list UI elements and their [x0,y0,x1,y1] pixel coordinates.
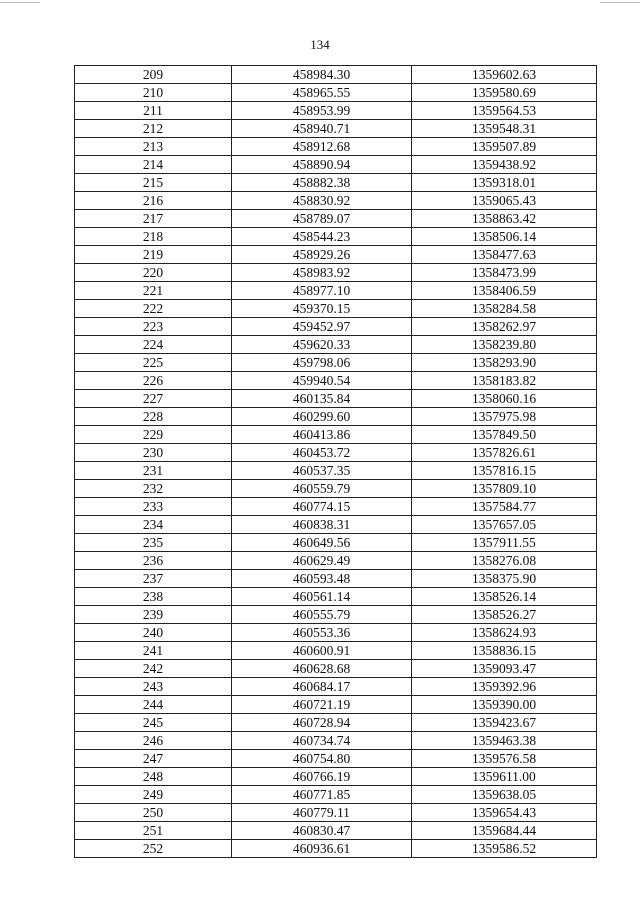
point-number-cell: 221 [75,282,232,300]
x-coordinate-cell: 460936.61 [232,840,412,858]
x-coordinate-cell: 460135.84 [232,390,412,408]
y-coordinate-cell: 1357849.50 [412,426,597,444]
point-number-cell: 227 [75,390,232,408]
x-coordinate-cell: 458953.99 [232,102,412,120]
point-number-cell: 217 [75,210,232,228]
table-row [75,786,597,804]
y-coordinate-cell: 1357975.98 [412,408,597,426]
table-row [75,138,597,156]
point-number-cell: 222 [75,300,232,318]
table-row [75,408,597,426]
y-coordinate-cell: 1358262.97 [412,318,597,336]
table-row [75,642,597,660]
point-number-cell: 238 [75,588,232,606]
table-row [75,624,597,642]
y-coordinate-cell: 1357826.61 [412,444,597,462]
x-coordinate-cell: 460628.68 [232,660,412,678]
point-number-cell: 229 [75,426,232,444]
y-coordinate-cell: 1359392.96 [412,678,597,696]
page-number: 134 [310,37,330,52]
point-number-cell: 219 [75,246,232,264]
x-coordinate-cell: 459620.33 [232,336,412,354]
x-coordinate-cell: 460766.19 [232,768,412,786]
point-number-cell: 246 [75,732,232,750]
table-row [75,696,597,714]
point-number-cell: 214 [75,156,232,174]
y-coordinate-cell: 1358060.16 [412,390,597,408]
y-coordinate-cell: 1358276.08 [412,552,597,570]
point-number-cell: 226 [75,372,232,390]
point-number-cell: 213 [75,138,232,156]
x-coordinate-cell: 460830.47 [232,822,412,840]
point-number-cell: 251 [75,822,232,840]
point-number-cell: 241 [75,642,232,660]
point-number-cell: 245 [75,714,232,732]
point-number-cell: 211 [75,102,232,120]
point-number-cell: 228 [75,408,232,426]
y-coordinate-cell: 1359654.43 [412,804,597,822]
x-coordinate-cell: 460600.91 [232,642,412,660]
y-coordinate-cell: 1358624.93 [412,624,597,642]
x-coordinate-cell: 458912.68 [232,138,412,156]
point-number-cell: 230 [75,444,232,462]
table-row [75,84,597,102]
y-coordinate-cell: 1357657.05 [412,516,597,534]
scan-edge-mark [0,2,40,3]
x-coordinate-cell: 460413.86 [232,426,412,444]
point-number-cell: 210 [75,84,232,102]
table-row [75,714,597,732]
point-number-cell: 231 [75,462,232,480]
table-row [75,174,597,192]
point-number-cell: 236 [75,552,232,570]
point-number-cell: 244 [75,696,232,714]
table-row [75,246,597,264]
y-coordinate-cell: 1359564.53 [412,102,597,120]
table-row [75,516,597,534]
point-number-cell: 240 [75,624,232,642]
table-row [75,372,597,390]
y-coordinate-cell: 1358183.82 [412,372,597,390]
y-coordinate-cell: 1359580.69 [412,84,597,102]
point-number-cell: 212 [75,120,232,138]
x-coordinate-cell: 460453.72 [232,444,412,462]
table-row [75,102,597,120]
table-row [75,678,597,696]
y-coordinate-cell: 1357809.10 [412,480,597,498]
coordinate-table [74,65,597,858]
point-number-cell: 232 [75,480,232,498]
table-row [75,120,597,138]
x-coordinate-cell: 459940.54 [232,372,412,390]
x-coordinate-cell: 460593.48 [232,570,412,588]
x-coordinate-cell: 458890.94 [232,156,412,174]
point-number-cell: 234 [75,516,232,534]
x-coordinate-cell: 460838.31 [232,516,412,534]
table-row [75,768,597,786]
y-coordinate-cell: 1358239.80 [412,336,597,354]
y-coordinate-cell: 1359638.05 [412,786,597,804]
table-row [75,66,597,84]
table-row [75,822,597,840]
point-number-cell: 220 [75,264,232,282]
x-coordinate-cell: 460299.60 [232,408,412,426]
x-coordinate-cell: 458830.92 [232,192,412,210]
table-row [75,228,597,246]
x-coordinate-cell: 460537.35 [232,462,412,480]
point-number-cell: 243 [75,678,232,696]
y-coordinate-cell: 1358477.63 [412,246,597,264]
table-row [75,264,597,282]
x-coordinate-cell: 459798.06 [232,354,412,372]
point-number-cell: 225 [75,354,232,372]
table-row [75,426,597,444]
y-coordinate-cell: 1358526.14 [412,588,597,606]
x-coordinate-cell: 460728.94 [232,714,412,732]
point-number-cell: 239 [75,606,232,624]
y-coordinate-cell: 1359093.47 [412,660,597,678]
x-coordinate-cell: 458983.92 [232,264,412,282]
x-coordinate-cell: 460559.79 [232,480,412,498]
x-coordinate-cell: 460561.14 [232,588,412,606]
y-coordinate-cell: 1357911.55 [412,534,597,552]
table-row [75,750,597,768]
x-coordinate-cell: 458940.71 [232,120,412,138]
point-number-cell: 237 [75,570,232,588]
table-row [75,444,597,462]
point-number-cell: 223 [75,318,232,336]
y-coordinate-cell: 1359602.63 [412,66,597,84]
point-number-cell: 235 [75,534,232,552]
x-coordinate-cell: 460553.36 [232,624,412,642]
x-coordinate-cell: 459370.15 [232,300,412,318]
table-row [75,498,597,516]
x-coordinate-cell: 460754.80 [232,750,412,768]
x-coordinate-cell: 460684.17 [232,678,412,696]
y-coordinate-cell: 1358836.15 [412,642,597,660]
y-coordinate-cell: 1359318.01 [412,174,597,192]
x-coordinate-cell: 458544.23 [232,228,412,246]
y-coordinate-cell: 1359438.92 [412,156,597,174]
y-coordinate-cell: 1359065.43 [412,192,597,210]
x-coordinate-cell: 458984.30 [232,66,412,84]
y-coordinate-cell: 1357816.15 [412,462,597,480]
x-coordinate-cell: 460771.85 [232,786,412,804]
x-coordinate-cell: 458789.07 [232,210,412,228]
x-coordinate-cell: 460629.49 [232,552,412,570]
table-row [75,606,597,624]
table-row [75,156,597,174]
point-number-cell: 248 [75,768,232,786]
table-row [75,210,597,228]
table-row [75,570,597,588]
y-coordinate-cell: 1359611.00 [412,768,597,786]
y-coordinate-cell: 1359684.44 [412,822,597,840]
table-row [75,804,597,822]
y-coordinate-cell: 1359507.89 [412,138,597,156]
table-row [75,282,597,300]
x-coordinate-cell: 460734.74 [232,732,412,750]
table-row [75,480,597,498]
x-coordinate-cell: 460721.19 [232,696,412,714]
table-row [75,660,597,678]
y-coordinate-cell: 1359586.52 [412,840,597,858]
x-coordinate-cell: 459452.97 [232,318,412,336]
point-number-cell: 216 [75,192,232,210]
scan-edge-mark [600,2,640,3]
point-number-cell: 233 [75,498,232,516]
coordinate-table-body [75,66,597,858]
x-coordinate-cell: 458929.26 [232,246,412,264]
y-coordinate-cell: 1359463.38 [412,732,597,750]
point-number-cell: 209 [75,66,232,84]
table-row [75,588,597,606]
table-row [75,552,597,570]
point-number-cell: 242 [75,660,232,678]
table-row [75,354,597,372]
y-coordinate-cell: 1358473.99 [412,264,597,282]
point-number-cell: 249 [75,786,232,804]
table-row [75,390,597,408]
x-coordinate-cell: 460779.11 [232,804,412,822]
point-number-cell: 247 [75,750,232,768]
y-coordinate-cell: 1358526.27 [412,606,597,624]
point-number-cell: 215 [75,174,232,192]
y-coordinate-cell: 1358284.58 [412,300,597,318]
table-row [75,336,597,354]
y-coordinate-cell: 1358406.59 [412,282,597,300]
x-coordinate-cell: 460555.79 [232,606,412,624]
point-number-cell: 218 [75,228,232,246]
x-coordinate-cell: 458977.10 [232,282,412,300]
table-row [75,192,597,210]
point-number-cell: 224 [75,336,232,354]
point-number-cell: 252 [75,840,232,858]
x-coordinate-cell: 458965.55 [232,84,412,102]
y-coordinate-cell: 1358375.90 [412,570,597,588]
x-coordinate-cell: 458882.38 [232,174,412,192]
y-coordinate-cell: 1357584.77 [412,498,597,516]
y-coordinate-cell: 1359548.31 [412,120,597,138]
x-coordinate-cell: 460774.15 [232,498,412,516]
point-number-cell: 250 [75,804,232,822]
table-row [75,732,597,750]
y-coordinate-cell: 1359576.58 [412,750,597,768]
table-row [75,462,597,480]
y-coordinate-cell: 1359423.67 [412,714,597,732]
x-coordinate-cell: 460649.56 [232,534,412,552]
table-row [75,300,597,318]
table-row [75,534,597,552]
y-coordinate-cell: 1358506.14 [412,228,597,246]
y-coordinate-cell: 1359390.00 [412,696,597,714]
y-coordinate-cell: 1358863.42 [412,210,597,228]
y-coordinate-cell: 1358293.90 [412,354,597,372]
table-row [75,318,597,336]
table-row [75,840,597,858]
